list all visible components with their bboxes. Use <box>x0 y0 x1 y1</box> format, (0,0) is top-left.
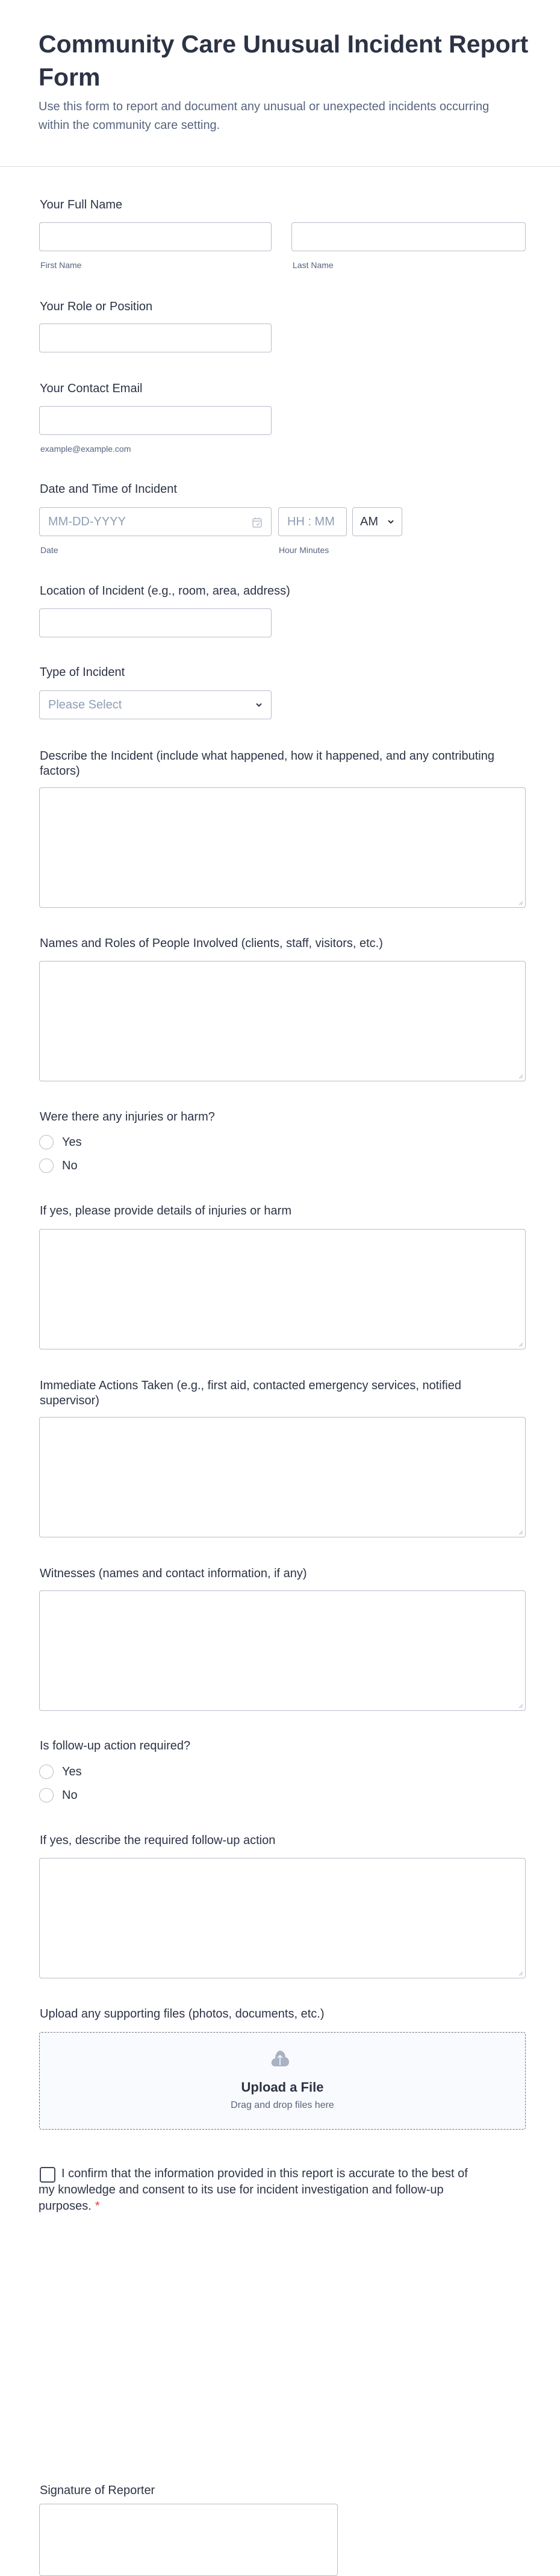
upload-title: Upload a File <box>241 2080 324 2095</box>
radio-label: Yes <box>62 1135 82 1149</box>
cloud-upload-icon <box>270 2048 290 2069</box>
followup-label: Is follow-up action required? <box>40 1739 191 1752</box>
email-input[interactable] <box>39 406 272 435</box>
incident-type-placeholder: Please Select <box>48 698 122 711</box>
ampm-select[interactable] <box>352 507 402 536</box>
radio-button[interactable] <box>39 1788 54 1802</box>
ampm-value: AM <box>360 515 378 528</box>
time-placeholder: HH : MM <box>287 515 335 528</box>
resize-handle-icon[interactable] <box>517 1970 523 1976</box>
actions-textarea[interactable] <box>39 1417 526 1537</box>
injuries-option-yes[interactable] <box>39 1135 82 1149</box>
required-asterisk: * <box>95 2199 100 2213</box>
injuries-option-no[interactable] <box>39 1158 78 1173</box>
injury-details-textarea[interactable] <box>39 1229 526 1349</box>
consent-label <box>39 2166 472 2215</box>
injury-details-label: If yes, please provide details of injuries or harm <box>40 1204 291 1218</box>
actions-label: Immediate Actions Taken (e.g., first aid, contacted emergency services, notified supervisor) <box>40 1379 461 1407</box>
radio-label: No <box>62 1158 78 1172</box>
chevron-down-icon <box>255 702 263 707</box>
resize-handle-icon[interactable] <box>517 1529 523 1535</box>
upload-label: Upload any supporting files (photos, documents, etc.) <box>40 2007 325 2021</box>
email-sublabel: example@example.com <box>40 444 131 454</box>
file-upload-dropzone[interactable] <box>39 2032 526 2130</box>
radio-label: Yes <box>62 1765 82 1778</box>
describe-label: Describe the Incident (include what happened, how it happened, and any contributing factors) <box>40 749 494 778</box>
signature-label: Signature of Reporter <box>40 2484 155 2497</box>
followup-option-no[interactable] <box>39 1788 78 1802</box>
radio-button[interactable] <box>39 1158 54 1173</box>
last-name-sublabel: Last Name <box>293 260 334 270</box>
datetime-label: Date and Time of Incident <box>40 483 177 496</box>
role-label: Your Role or Position <box>40 300 153 313</box>
full-name-label: Your Full Name <box>40 198 123 211</box>
people-label: Names and Roles of People Involved (clients, staff, visitors, etc.) <box>40 937 383 950</box>
first-name-input[interactable] <box>39 222 272 251</box>
upload-subtitle: Drag and drop files here <box>231 2100 334 2110</box>
witnesses-textarea[interactable] <box>39 1590 526 1711</box>
page-description: Use this form to report and document any unusual or unexpected incidents occurring within the community care setting. <box>39 100 490 132</box>
resize-handle-icon[interactable] <box>517 1702 523 1708</box>
followup-desc-label: If yes, describe the required follow-up action <box>40 1834 276 1847</box>
header-divider <box>0 166 560 167</box>
last-name-input[interactable] <box>291 222 526 251</box>
radio-label: No <box>62 1788 78 1802</box>
chevron-down-icon <box>387 519 394 524</box>
role-input[interactable] <box>39 324 272 352</box>
page-title: Community Care Unusual Incident Report Form <box>39 30 529 91</box>
resize-handle-icon[interactable] <box>517 1341 523 1347</box>
location-input[interactable] <box>39 608 272 637</box>
first-name-sublabel: First Name <box>40 260 82 270</box>
describe-textarea[interactable] <box>39 787 526 908</box>
incident-type-select[interactable] <box>39 690 272 719</box>
email-label: Your Contact Email <box>40 382 143 395</box>
people-textarea[interactable] <box>39 961 526 1081</box>
calendar-icon[interactable] <box>252 516 263 528</box>
followup-option-yes[interactable] <box>39 1765 82 1779</box>
injuries-label: Were there any injuries or harm? <box>40 1110 215 1124</box>
resize-handle-icon[interactable] <box>517 899 523 905</box>
followup-desc-textarea[interactable] <box>39 1858 526 1978</box>
incident-type-label: Type of Incident <box>40 666 125 679</box>
time-sublabel: Hour Minutes <box>279 545 329 555</box>
resize-handle-icon[interactable] <box>517 1073 523 1079</box>
consent-text: I confirm that the information provided in this report is accurate to the best of my knowledge and consent to its use for incident investigation and follow-up purposes. <box>39 2167 468 2213</box>
witnesses-label: Witnesses (names and contact information, if any) <box>40 1567 307 1580</box>
date-input[interactable] <box>39 507 272 536</box>
location-label: Location of Incident (e.g., room, area, address) <box>40 584 290 598</box>
radio-button[interactable] <box>39 1135 54 1149</box>
date-sublabel: Date <box>40 545 58 555</box>
radio-button[interactable] <box>39 1765 54 1779</box>
signature-pad[interactable] <box>39 2504 338 2576</box>
date-placeholder: MM-DD-YYYY <box>48 515 126 528</box>
time-input[interactable] <box>278 507 347 536</box>
